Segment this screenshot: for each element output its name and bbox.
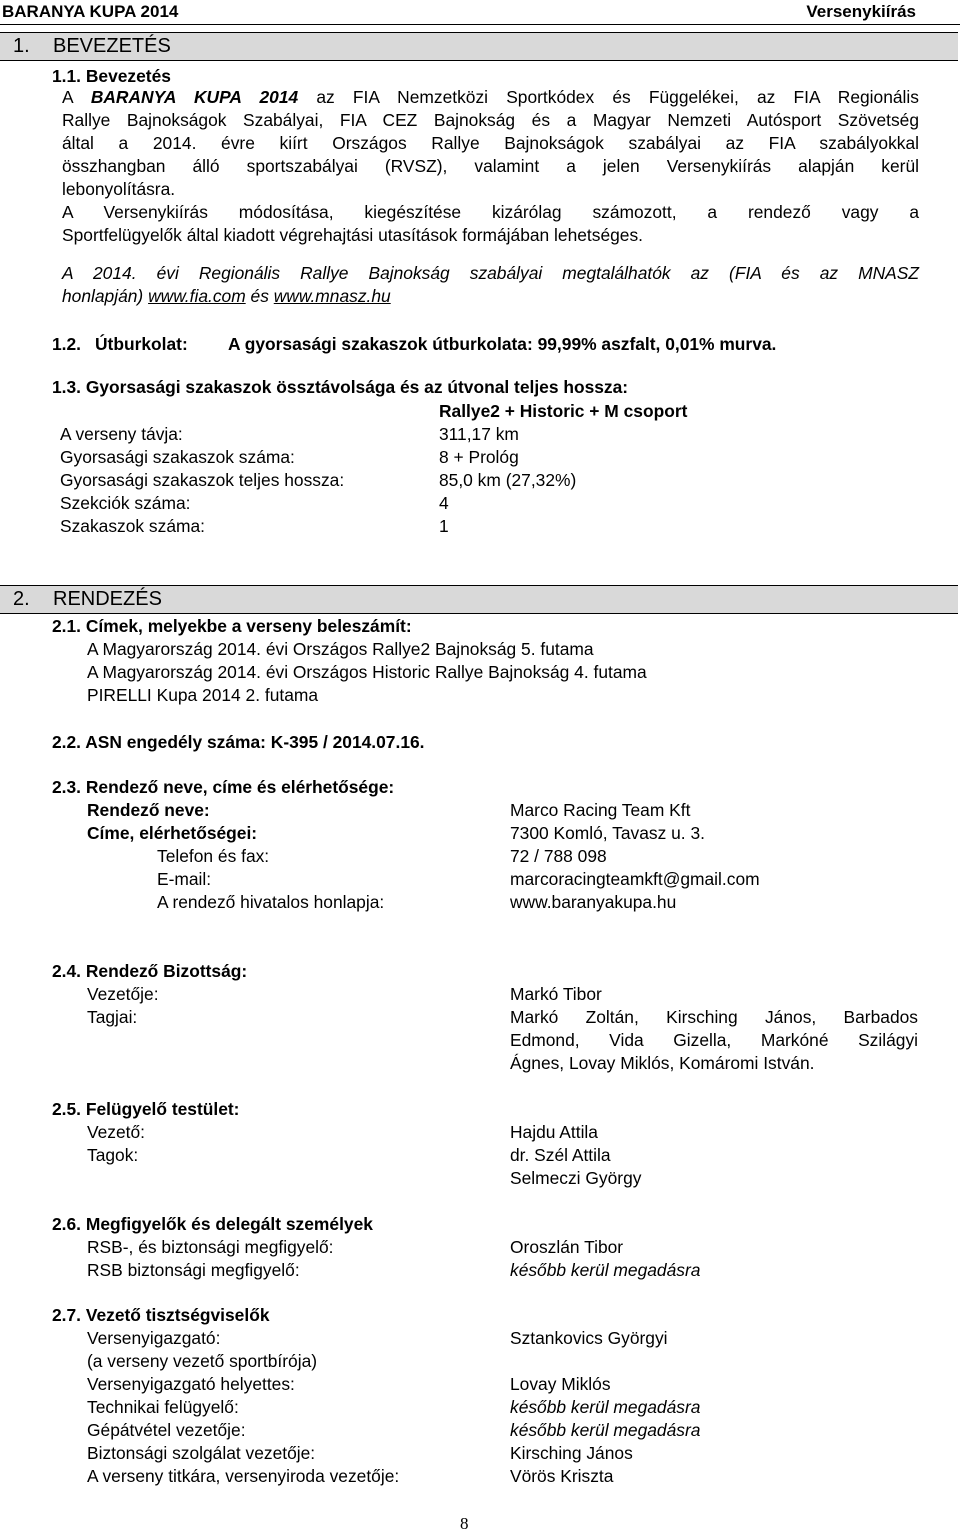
running-header [0, 0, 960, 26]
committee-members-line: Edmond, Vida Gizella, Markóné Szilágyi [510, 1030, 918, 1050]
official-value: Kirsching János [510, 1443, 633, 1463]
distance-row-value: 1 [439, 516, 449, 536]
header-doc-type: Versenykiírás [806, 2, 916, 21]
organizer-label: Címe, elérhetőségei: [87, 823, 258, 843]
championship-item: A Magyarország 2014. évi Országos Historic Rallye Bajnokság 4. futama [87, 662, 647, 682]
event-name: BARANYA KUPA 2014 [90, 87, 299, 107]
text: A [62, 87, 73, 107]
subsection-2-1-title: 2.1. Címek, melyekbe a verseny beleszámít: [52, 616, 412, 636]
subsection-2-2-title: 2.2. ASN engedély száma: K-395 / 2014.07.16. [52, 732, 425, 752]
stewards-members-label: Tagok: [87, 1145, 139, 1165]
committee-leader: Markó Tibor [510, 984, 602, 1004]
official-label: (a verseny vezető sportbírója) [87, 1351, 318, 1371]
section-1-heading [0, 32, 958, 61]
amendment-paragraph-line: A Versenykiírás módosítása, kiegészítése kizárólag számozott, a rendező vagy a [62, 202, 919, 222]
observer-label: RSB-, és biztonsági megfigyelő: [87, 1237, 334, 1257]
intro-paragraph-line: által a 2014. évre kiírt Országos Rallye Bajnokságok szabályai az FIA szabályokkal [62, 133, 919, 153]
subsection-2-4-title: 2.4. Rendező Bizottság: [52, 961, 248, 981]
mnasz-link[interactable]: www.mnasz.hu [273, 286, 391, 306]
official-value: Lovay Miklós [510, 1374, 611, 1394]
official-value: később kerül megadásra [510, 1420, 701, 1440]
official-value: Sztankovics Györgyi [510, 1328, 668, 1348]
distance-row-value: 4 [439, 493, 449, 513]
organizer-email[interactable]: marcoracingteamkft@gmail.com [510, 869, 760, 889]
distance-row-label: Gyorsasági szakaszok száma: [60, 447, 295, 467]
distance-row-label: Gyorsasági szakaszok teljes hossza: [60, 470, 345, 490]
section-title: BEVEZETÉS [53, 35, 171, 57]
committee-leader-label: Vezetője: [87, 984, 159, 1004]
distance-row-label: Szekciók száma: [60, 493, 191, 513]
header-rule [0, 24, 960, 25]
organizer-value: 7300 Komló, Tavasz u. 3. [510, 823, 705, 843]
fia-link[interactable]: www.fia.com [148, 286, 246, 306]
organizer-label: Telefon és fax: [157, 846, 270, 866]
text: és [250, 286, 269, 306]
distance-row-value: 8 + Prológ [439, 447, 519, 467]
section-number: 1. [13, 35, 30, 57]
distance-row-label: A verseny távja: [60, 424, 183, 444]
distance-column-heading: Rallye2 + Historic + M csoport [439, 401, 688, 421]
organizer-value: Marco Racing Team Kft [510, 800, 691, 820]
committee-members-label: Tagjai: [87, 1007, 138, 1027]
intro-paragraph-line: lebonyolításra. [62, 179, 176, 199]
page-number: 8 [460, 1514, 469, 1533]
subsection-1-1-title: 1.1. Bevezetés [52, 66, 171, 86]
text: honlapján) [62, 286, 144, 306]
championship-item: PIRELLI Kupa 2014 2. futama [87, 685, 319, 705]
subsection-2-5-title: 2.5. Felügyelő testület: [52, 1099, 240, 1119]
stewards-member: dr. Szél Attila [510, 1145, 611, 1165]
distance-row-value: 85,0 km (27,32%) [439, 470, 577, 490]
section-2-heading [0, 585, 958, 614]
header-title: BARANYA KUPA 2014 [2, 2, 179, 21]
intro-paragraph-line: összhangban álló sportszabályai (RVSZ), valamint a jelen Versenykiírás alapján kerül [62, 156, 919, 176]
official-label: A verseny titkára, versenyiroda vezetője: [87, 1466, 400, 1486]
subsection-2-7-title: 2.7. Vezető tisztségviselők [52, 1305, 270, 1325]
section-title: RENDEZÉS [53, 588, 162, 610]
subsection-1-3-title: 1.3. Gyorsasági szakaszok össztávolsága és az útvonal teljes hossza: [52, 377, 629, 397]
intro-paragraph-line [62, 86, 919, 109]
organizer-label: Rendező neve: [87, 800, 210, 820]
observer-label: RSB biztonsági megfigyelő: [87, 1260, 300, 1280]
organizer-website[interactable]: www.baranyakupa.hu [510, 892, 677, 912]
distance-row-label: Szakaszok száma: [60, 516, 205, 536]
amendment-paragraph-line: Sportfelügyelők által kiadott végrehajtási utasítások formájában lehetséges. [62, 225, 643, 245]
surface-label: Útburkolat: [95, 334, 188, 354]
rules-reference-line: A 2014. évi Regionális Rallye Bajnokság szabályai megtalálhatók az (FIA és az MNASZ [62, 263, 919, 283]
subsection-1-2-number: 1.2. [52, 334, 82, 354]
distance-row-value: 311,17 km [439, 424, 519, 444]
stewards-member: Selmeczi György [510, 1168, 642, 1188]
official-label: Biztonsági szolgálat vezetője: [87, 1443, 316, 1463]
organizer-label: A rendező hivatalos honlapja: [157, 892, 385, 912]
text: az FIA Nemzetközi Sportkódex és Függelékei, az FIA Regionális [316, 87, 919, 107]
intro-paragraph-line: Rallye Bajnokságok Szabályai, FIA CEZ Bajnokság és a Magyar Nemzeti Autósport Szövetség [62, 110, 919, 130]
committee-members-line: Ágnes, Lovay Miklós, Komáromi István. [510, 1053, 815, 1073]
organizer-label: E-mail: [157, 869, 212, 889]
committee-members-line: Markó Zoltán, Kirsching János, Barbados [510, 1007, 918, 1027]
official-label: Versenyigazgató helyettes: [87, 1374, 295, 1394]
stewards-leader: Hajdu Attila [510, 1122, 598, 1142]
official-label: Versenyigazgató: [87, 1328, 221, 1348]
subsection-2-3-title: 2.3. Rendező neve, címe és elérhetősége: [52, 777, 395, 797]
official-value: később kerül megadásra [510, 1397, 701, 1417]
official-value: Vörös Kriszta [510, 1466, 614, 1486]
championship-item: A Magyarország 2014. évi Országos Rallye2 Bajnokság 5. futama [87, 639, 594, 659]
section-number: 2. [13, 588, 30, 610]
rules-reference-line [62, 285, 391, 308]
observer-value: Oroszlán Tibor [510, 1237, 624, 1257]
stewards-leader-label: Vezető: [87, 1122, 146, 1142]
official-label: Gépátvétel vezetője: [87, 1420, 246, 1440]
surface-text: A gyorsasági szakaszok útburkolata: 99,99% aszfalt, 0,01% murva. [228, 334, 777, 354]
official-label: Technikai felügyelő: [87, 1397, 239, 1417]
observer-value: később kerül megadásra [510, 1260, 701, 1280]
subsection-2-6-title: 2.6. Megfigyelők és delegált személyek [52, 1214, 373, 1234]
organizer-value: 72 / 788 098 [510, 846, 607, 866]
